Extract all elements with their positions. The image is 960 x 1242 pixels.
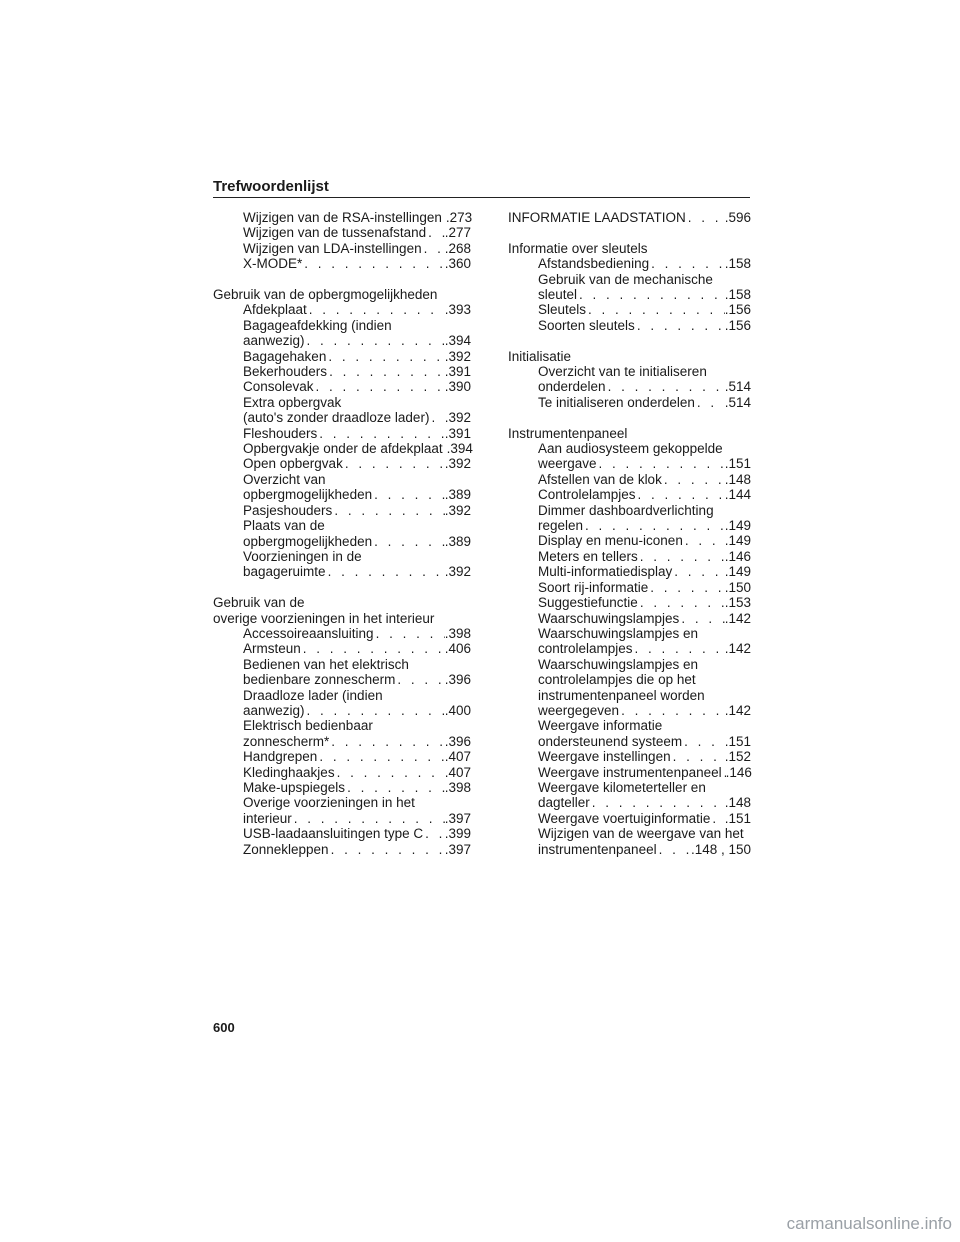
index-entry (213, 456, 471, 471)
index-entry-text: Waarschuwingslampjes (538, 610, 680, 626)
index-entry (213, 503, 471, 518)
index-entry-text: Soorten sleutels (538, 317, 635, 333)
index-entry-text: Zonnekleppen (243, 841, 329, 857)
index-entry-text: instrumentenpaneel (538, 841, 657, 857)
index-entry-text: Afdekplaat (243, 302, 307, 318)
dot-leader (327, 364, 445, 379)
index-entry-text: Weergave instellingen (538, 749, 671, 765)
index-subentry-text: Overige voorzieningen in het (243, 795, 415, 811)
index-entry-text: INFORMATIE LAADSTATION (508, 210, 686, 225)
index-entry-page: .268 (444, 240, 471, 256)
dot-leader (638, 549, 725, 564)
index-entry (213, 302, 471, 317)
dot-leader (314, 379, 445, 394)
index-entry (213, 349, 471, 364)
dot-leader (710, 811, 724, 826)
index-entry-page: .158 (724, 287, 751, 303)
dot-leader (302, 256, 444, 271)
index-entry (508, 734, 751, 749)
index-entry (508, 564, 751, 579)
index-entry-page: .153 (724, 595, 751, 611)
index-entry-page: .148 , 150 (690, 841, 751, 857)
index-entry-text: Display en menu-iconen (538, 533, 683, 549)
index-entry-text: Sleutels (538, 302, 587, 318)
index-entry-page: .391 (444, 364, 471, 380)
index-entry (213, 410, 471, 425)
index-entry (213, 210, 471, 225)
index-heading: overige voorzieningen in het interieur (213, 610, 435, 626)
index-entry-page: .360 (444, 256, 471, 272)
dot-leader (586, 302, 725, 317)
index-entry (213, 734, 471, 749)
dot-leader (657, 842, 691, 857)
index-entry-page: .398 (444, 625, 471, 641)
index-entry-text: regelen (538, 518, 584, 534)
index-subentry-text: Extra opbergvak (243, 394, 342, 410)
index-subentry-text: controlelampjes die op het (538, 672, 696, 688)
index-entry-page: .389 (444, 487, 471, 503)
index-entry-page: .389 (444, 533, 471, 549)
index-entry-text: Suggestiefunctie (538, 595, 638, 611)
dot-leader (345, 780, 445, 795)
dot-leader (619, 703, 725, 718)
index-entry-text: Open opbergvak (243, 456, 343, 472)
dot-leader (635, 318, 725, 333)
dot-leader (638, 595, 725, 610)
dot-leader (307, 302, 445, 317)
index-entry (213, 225, 471, 240)
index-subentry-text: Voorzieningen in de (243, 548, 362, 564)
dot-leader (597, 456, 725, 471)
index-column-right (508, 210, 751, 872)
index-entry-text: controlelampjes (538, 641, 633, 657)
index-entry-text: Afstellen van de klok (538, 471, 662, 487)
index-entry (213, 564, 471, 579)
index-subentry-text: Waarschuwingslampjes en (538, 656, 699, 672)
dot-leader (317, 749, 444, 764)
index-subentry-text: Plaats van de (243, 518, 325, 534)
index-entry-text: Meters en tellers (538, 548, 638, 564)
index-entry-page: .156 (724, 317, 751, 333)
index-entry (508, 318, 751, 333)
index-entry (213, 780, 471, 795)
index-subentry-text: Weergave informatie (538, 718, 663, 734)
index-entry (508, 549, 751, 564)
dot-leader (343, 456, 445, 471)
index-entry-text: Opbergvakje onder de afdekplaat (243, 441, 443, 457)
index-entry-text: Fleshouders (243, 425, 318, 441)
index-entry-page: .407 (444, 749, 471, 765)
index-entry-text: Soort rij-informatie (538, 579, 649, 595)
index-entry (213, 256, 471, 271)
index-entry (508, 795, 751, 810)
index-heading: Instrumentenpaneel (508, 425, 628, 441)
index-entry-page: .399 (444, 826, 471, 842)
index-entry-page: .149 (724, 518, 751, 534)
dot-leader (326, 349, 444, 364)
index-heading: Informatie over sleutels (508, 240, 648, 256)
index-subentry-text: Overzicht van (243, 471, 326, 487)
index-entry-text: dagteller (538, 795, 590, 811)
index-entry-text: opbergmogelijkheden (243, 487, 373, 503)
index-entry-text: Pasjeshouders (243, 502, 333, 518)
index-entry-page: .397 (444, 810, 471, 826)
index-entry-text: weergegeven (538, 702, 620, 718)
dot-leader (301, 641, 445, 656)
index-entry-text: aanwezig) (243, 333, 305, 349)
index-entry-page: .156 (724, 302, 751, 318)
watermark-text: carmanualsonline.info (786, 1214, 952, 1233)
index-entry-page: .396 (444, 733, 471, 749)
dot-leader (372, 534, 445, 549)
dot-leader (317, 426, 444, 441)
index-entry-text: Consolevak (243, 379, 314, 395)
index-entry-page: .151 (724, 733, 751, 749)
dot-leader (662, 472, 725, 487)
index-entry-page: .392 (444, 348, 471, 364)
dot-leader (682, 734, 725, 749)
dot-leader (679, 611, 724, 626)
index-entry-text: Bekerhouders (243, 364, 328, 380)
index-entry-page: .148 (724, 795, 751, 811)
dot-leader (671, 749, 725, 764)
index-entry (508, 641, 751, 656)
dot-leader (335, 765, 445, 780)
index-entry-page: .273 (445, 210, 473, 225)
index-entry (213, 749, 471, 764)
index-entry-text: X-MODE* (243, 256, 303, 272)
index-entry (508, 765, 751, 780)
index-entry-text: Make-upspiegels (243, 780, 346, 795)
index-entry-page: .400 (444, 702, 471, 718)
dot-leader (332, 503, 444, 518)
index-entry (508, 703, 751, 718)
index-entry-text: Wijzigen van de RSA-instellingen (243, 210, 442, 225)
index-section (213, 595, 471, 857)
index-entry-text: onderdelen (538, 379, 606, 395)
index-entry-page: .151 (724, 810, 751, 826)
index-entry-page: .396 (444, 672, 471, 688)
index-subentry-text: Weergave kilometerteller en (538, 779, 706, 795)
index-entry-text: sleutel (538, 287, 578, 303)
index-section (508, 241, 751, 333)
index-entry-page: .149 (724, 564, 751, 580)
index-entry-page: .142 (724, 610, 751, 626)
dot-leader (683, 533, 725, 548)
dot-leader (423, 826, 445, 841)
index-entry-page: .406 (444, 641, 471, 657)
index-subentry-text: Gebruik van de mechanische (538, 271, 713, 287)
dot-leader (372, 487, 445, 502)
dot-leader (329, 734, 444, 749)
index-heading: Gebruik van de opbergmogelijkheden (213, 287, 438, 303)
index-entry-text: Handgrepen (243, 749, 318, 765)
index-entry (508, 611, 751, 626)
index-heading: Initialisatie (508, 348, 572, 364)
index-entry (213, 333, 471, 348)
index-entry-page: .150 (724, 579, 751, 595)
index-subentry-text: Wijzigen van de weergave van het (538, 826, 744, 842)
dot-leader (326, 564, 445, 579)
dot-leader (590, 795, 725, 810)
index-entry (213, 703, 471, 718)
index-entry (508, 595, 751, 610)
index-entry (213, 826, 471, 841)
index-section (508, 426, 751, 857)
index-entry-page: .391 (444, 425, 471, 441)
index-entry-text: Multi-informatiedisplay (538, 564, 673, 580)
index-subentry-text: Elektrisch bedienbaar (243, 718, 373, 734)
index-subentry-text: Overzicht van te initialiseren (538, 364, 707, 380)
index-entry (213, 364, 471, 379)
index-section (213, 287, 471, 580)
index-entry (508, 287, 751, 302)
index-entry-page: .394 (446, 441, 473, 457)
index-subentry-text: Aan audiosysteem gekoppelde (538, 441, 723, 457)
index-entry (213, 811, 471, 826)
index-entry-text: Armsteun (243, 641, 301, 657)
index-entry (213, 626, 471, 641)
index-entry-page: .146 (725, 764, 752, 780)
index-entry-text: zonnescherm* (243, 733, 330, 749)
index-entry-page: .407 (444, 764, 471, 780)
index-entry-page: .394 (444, 333, 471, 349)
index-entry-page: .277 (444, 225, 471, 241)
index-subentry-text: Dimmer dashboardverlichting (538, 502, 714, 518)
index-section (508, 349, 751, 411)
index-entry-page: .149 (724, 533, 751, 549)
index-entry-text: aanwezig) (243, 702, 305, 718)
dot-leader (649, 256, 725, 271)
index-entry-page: .146 (724, 548, 751, 564)
index-entry-text: Bagagehaken (243, 348, 327, 364)
page-header-title: Trefwoordenlijst (213, 178, 750, 198)
dot-leader (429, 410, 444, 425)
index-entry (508, 472, 751, 487)
dot-leader (577, 287, 725, 302)
index-entry-page: .596 (724, 210, 751, 225)
dot-leader (305, 703, 445, 718)
index-entry-text: ondersteunend systeem (538, 733, 683, 749)
index-entry-text: weergave (538, 456, 597, 472)
index-entry (508, 749, 751, 764)
index-entry (508, 842, 751, 857)
dot-leader (583, 518, 725, 533)
dot-leader (395, 672, 444, 687)
index-entry-page: .144 (724, 487, 751, 503)
index-entry-page: .148 (724, 471, 751, 487)
index-entry-text: Accessoireaansluiting (243, 625, 374, 641)
index-entry (213, 441, 471, 456)
index-entry (213, 487, 471, 502)
index-entry (213, 842, 471, 857)
index-section (213, 210, 471, 272)
index-entry-page: .142 (724, 641, 751, 657)
index-entry (213, 426, 471, 441)
index-entry-page: .390 (444, 379, 471, 395)
index-entry-text: Weergave instrumentenpaneel (538, 764, 722, 780)
index-entry-page: .392 (444, 410, 471, 426)
index-entry (508, 811, 751, 826)
index-entry (508, 456, 751, 471)
index-entry-page: .142 (724, 702, 751, 718)
index-entry-page: .151 (724, 456, 751, 472)
dot-leader (686, 210, 725, 225)
index-entry-text: Wijzigen van LDA-instellingen (243, 240, 422, 256)
index-subentry-text: Draadloze lader (indien (243, 687, 383, 703)
dot-leader (426, 225, 445, 240)
index-entry-page: .392 (444, 564, 471, 580)
dot-leader (374, 626, 445, 641)
index-entry (508, 487, 751, 502)
index-entry-text: bagageruimte (243, 564, 326, 580)
index-entry (508, 580, 751, 595)
dot-leader (633, 641, 725, 656)
index-entry (213, 241, 471, 256)
index-entry (213, 379, 471, 394)
index-entry-text: bedienbare zonnescherm (243, 672, 396, 688)
index-entry-page: .158 (724, 256, 751, 272)
dot-leader (636, 487, 725, 502)
dot-leader (292, 811, 445, 826)
index-entry (213, 765, 471, 780)
dot-leader (648, 580, 724, 595)
index-entry (213, 641, 471, 656)
index-entry-text: (auto's zonder draadloze lader) (243, 410, 430, 426)
index-entry-text: interieur (243, 810, 292, 826)
index-entry-text: Afstandsbediening (538, 256, 650, 272)
index-subentry-text: instrumentenpaneel worden (538, 687, 705, 703)
page-number: 600 (213, 1020, 235, 1035)
index-column-left (213, 210, 471, 872)
index-entry-page: .514 (724, 394, 751, 410)
index-entry-page: .392 (444, 456, 471, 472)
index-entry-text: Wijzigen van de tussenafstand (243, 225, 427, 241)
index-entry-page: .393 (444, 302, 471, 318)
index-entry-page: .514 (724, 379, 751, 395)
index-section (508, 210, 751, 225)
index-entry-page: .397 (444, 841, 471, 857)
index-subentry-text: Waarschuwingslampjes en (538, 625, 699, 641)
index-entry (508, 533, 751, 548)
dot-leader (422, 241, 445, 256)
index-entry-text: Controlelampjes (538, 487, 636, 503)
index-entry-text: Te initialiseren onderdelen (538, 394, 695, 410)
dot-leader (606, 379, 725, 394)
index-entry-page: .152 (724, 749, 751, 765)
index-entry (508, 518, 751, 533)
index-entry-page: .392 (444, 502, 471, 518)
index-entry-page: .398 (444, 780, 471, 795)
index-entry (213, 534, 471, 549)
dot-leader (305, 333, 445, 348)
index-entry (213, 672, 471, 687)
index-subentry-text: Bagageafdekking (indien (243, 317, 392, 333)
dot-leader (695, 395, 725, 410)
index-entry (508, 256, 751, 271)
index-entry-text: USB-laadaansluitingen type C (243, 826, 424, 842)
dot-leader (672, 564, 724, 579)
index-entry (508, 210, 751, 225)
index-entry (508, 379, 751, 394)
index-subentry-text: Bedienen van het elektrisch (243, 656, 409, 672)
index-entry-text: Kledinghaakjes (243, 764, 335, 780)
index-entry-text: opbergmogelijkheden (243, 533, 373, 549)
index-entry (508, 395, 751, 410)
index-heading: Gebruik van de (213, 595, 305, 611)
index-entry-text: Weergave voertuiginformatie (538, 810, 711, 826)
index-entry (508, 302, 751, 317)
dot-leader (329, 842, 445, 857)
